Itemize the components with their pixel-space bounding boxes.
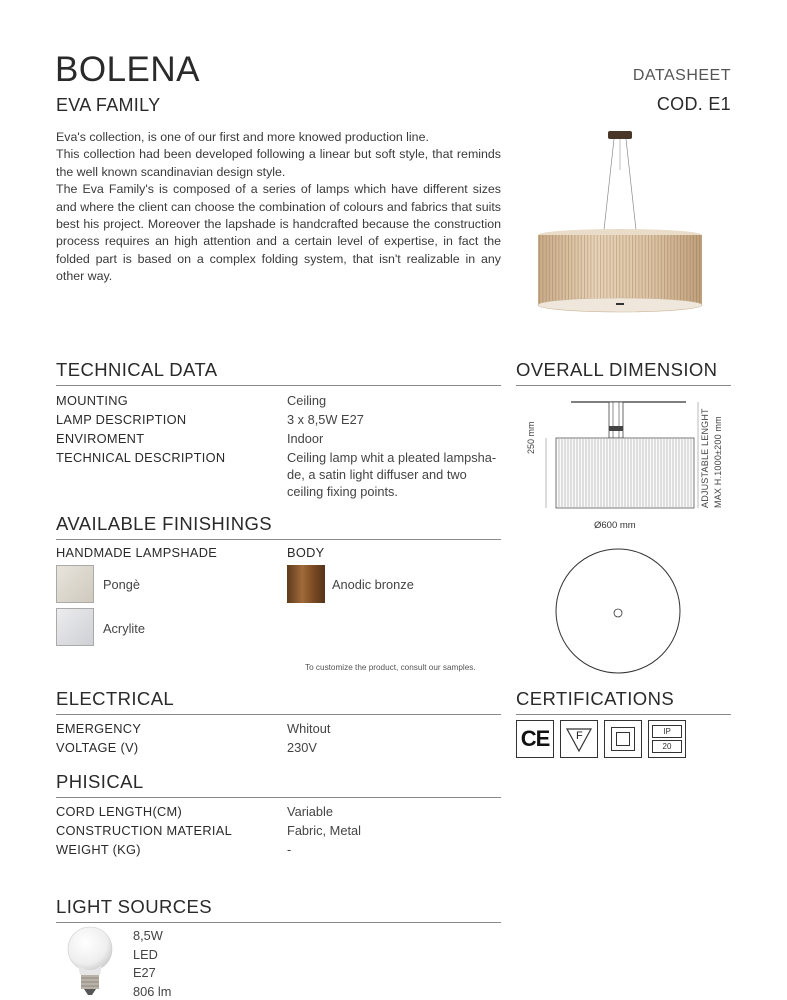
electrical-heading: ELECTRICAL [56,688,501,715]
anodic-bronze-label: Anodic bronze [332,577,414,592]
height-label: 250 mm [526,421,536,454]
product-code: COD. E1 [656,94,731,114]
anodic-bronze-swatch [287,565,325,603]
light-sources-heading: LIGHT SOURCES [56,896,501,923]
intro-paragraph: Eva's collection, is one of our first and more knowed production line. [56,130,429,144]
row-value: Indoor [287,431,324,446]
row-key: MOUNTING [56,393,129,408]
row-key: ENVIROMENT [56,431,145,446]
top-view-drawing [553,547,683,675]
row-key: WEIGHT (KG) [56,842,141,857]
row-key: TECHNICAL DESCRIPTION [56,450,226,465]
lampshade-heading: HANDMADE LAMPSHADE [56,545,218,560]
row-value: Whitout [287,721,331,736]
row-value: Ceiling lamp whit a pleated lampsha-de, a satin light diffuser and two ceiling fixing points. [287,450,497,499]
row-value: Ceiling [287,393,327,408]
row-value: 3 x 8,5W E27 [287,412,364,427]
class-ii-icon [604,720,642,758]
physical-table [56,803,501,863]
row-value: Fabric, Metal [287,823,361,838]
diameter-label: Ø600 mm [594,520,636,531]
overall-dimension-heading: OVERALL DIMENSION [516,359,731,386]
row-key: CORD LENGTH(CM) [56,804,183,819]
electrical-table [56,720,501,760]
row-key: VOLTAGE (V) [56,740,139,755]
body-heading: BODY [287,545,325,560]
row-value: - [287,842,292,857]
product-photo [520,125,720,325]
max-height-label: MAX H.1000±200 mm [713,416,723,508]
document-type: DATASHEET [632,67,731,84]
pleat-lines [538,235,702,305]
row-value: Variable [287,804,334,819]
bulb-lumens: 806 lm [133,983,172,999]
adjustable-length-label: ADJUSTABLE LENGHT [700,408,710,508]
technical-data-table [56,392,501,507]
ip20-icon: IP 20 [648,720,686,758]
bulb-icon [62,925,118,997]
intro-text [56,129,501,286]
ce-mark-icon: CE [516,720,554,758]
bulb-wattage: 8,5W [133,928,163,943]
physical-heading: PHISICAL [56,771,501,798]
acrylite-swatch [56,608,94,646]
certifications-heading: CERTIFICATIONS [516,688,731,715]
customization-note: To customize the product, consult our samples. [305,663,476,672]
row-key: CONSTRUCTION MATERIAL [56,823,232,838]
product-family: EVA FAMILY [56,95,161,115]
ponge-swatch [56,565,94,603]
light-source-spec [133,927,171,1000]
row-key: EMERGENCY [56,721,142,736]
suspension-cable [604,139,614,230]
product-title: BOLENA [55,50,200,89]
suspension-cable [626,139,636,230]
diffuser-knob [616,303,624,305]
f-mark-icon: F [560,720,598,758]
intro-paragraph: This collection had been developed following a linear but soft style, that reminds the well known scandinavian design style. [56,147,501,179]
row-key: LAMP DESCRIPTION [56,412,187,427]
technical-data-heading: TECHNICAL DATA [56,359,501,386]
acrylite-label: Acrylite [103,621,145,636]
finishings-heading: AVAILABLE FINISHINGS [56,513,501,540]
bulb-socket: E27 [133,965,156,980]
ponge-label: Pongè [103,577,141,592]
intro-paragraph: The Eva Family's is composed of a series of lamps which have different sizes and where the client can choose the combination of colours and fabrics that suits best his project. Moreover the lapshade is handcrafted because the construction process requires an high attention and a certain level of expertise, in fact the folded part is based on a complex folding system, that isn't realizable in any other way. [56,182,501,284]
ceiling-canopy [608,131,632,139]
row-value: 230V [287,740,317,755]
side-view-drawing [516,390,731,520]
bulb-type: LED [133,946,158,962]
